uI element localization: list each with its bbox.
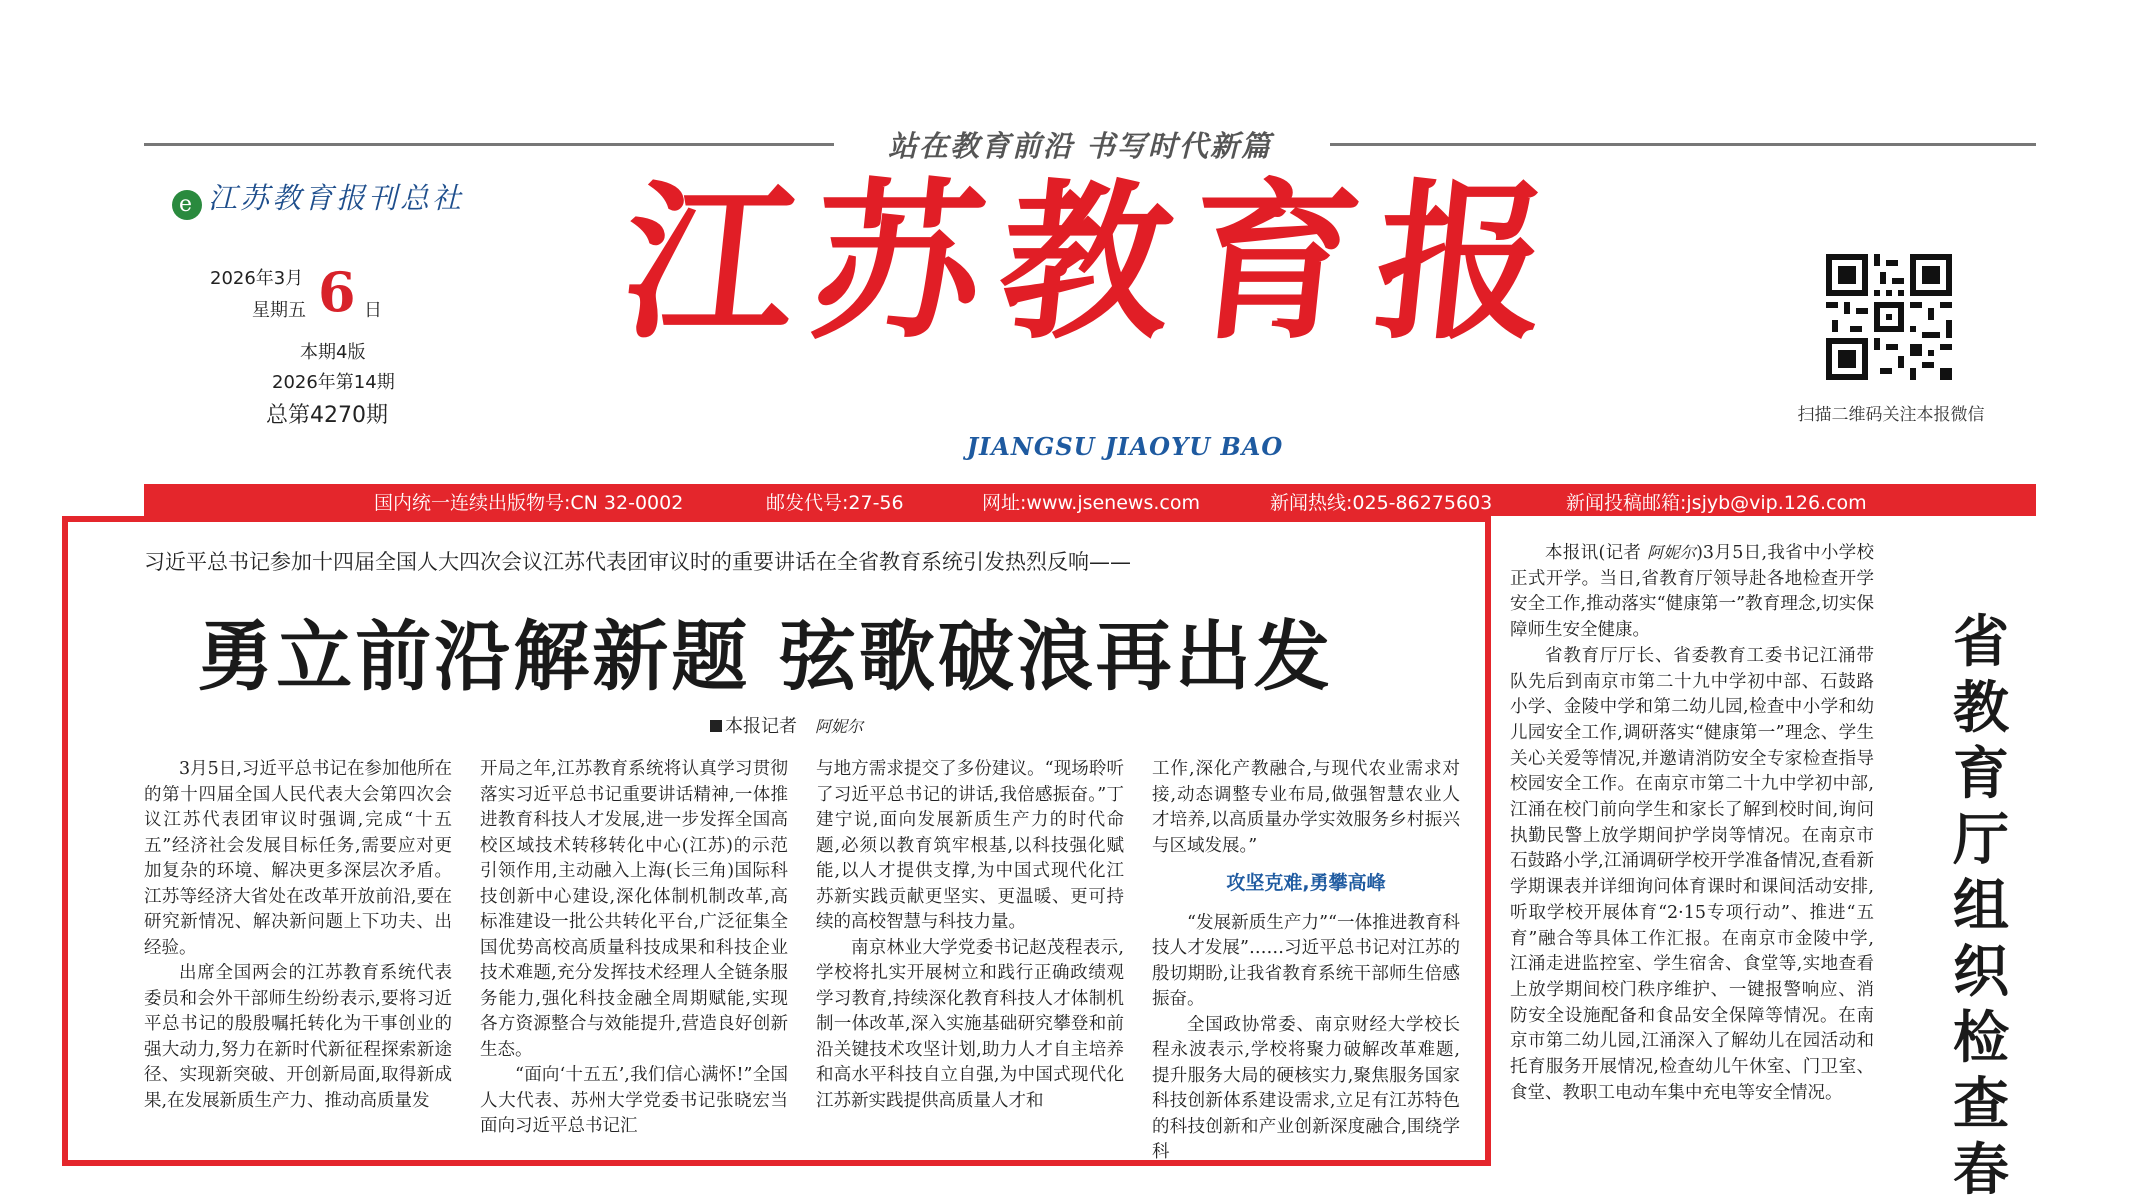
side-lead-rest: )3月5日,我省中小学校正式开学。当日,省教育厅领导赴各地检查开学安全工作,推动落实“健康第一”教育理念,切实保障师生安全健康。 xyxy=(1510,543,1874,641)
masthead-slogan: 站在教育前沿 书写时代新篇 xyxy=(887,129,1273,163)
side-para-1: 省教育厅厅长、省委教育工委书记江涌带队先后到南京市第二十九中学初中部、石鼓路小学、金陵中学和第二幼儿园,检查中小学和幼儿园安全工作,调研落实“健康第一”理念、学生关心关爱等情况,并邀请消防安全专家检查指导校园安全工作。在南京市第二十九中学初中部,江涌在校门前向学生和家长了解到校时间,询问执勤民警上放学期间护学岗等情况。在南京市石鼓路小学,江涌调研学校开学准备情况,查看新学期课表并详细询问体育课时和课间活动安排,听取学校开展体育“2·15专项行动”、推进“五育”融合等具体工作汇报。在南京市金陵中学,江涌走进监控室、学生宿舍、食堂等,实地查看上放学期间校门秩序维护、一键报警响应、消防安全设施配备和食品安全保障等情况。在南京市第二幼儿园,江涌深入了解幼儿在园活动和托育服务开展情况,检查幼儿午休室、门卫室、食堂、教职工电动车集中充电等安全情况。 xyxy=(1510,645,1874,1103)
lead-col4-para-2: “发展新质生产力”“一体推进教育科技人才发展”……习近平总书记对江苏的殷切期盼,让我省教育系统干部师生倍感振奋。 xyxy=(1152,912,1460,1009)
info-hotline: 新闻热线:025-86275603 xyxy=(1270,492,1493,514)
lead-column-3 xyxy=(816,757,1124,1114)
date-weekday: 星期五 xyxy=(252,300,306,321)
edition-count: 本期4版 xyxy=(300,342,366,363)
lead-col1-para-1: 3月5日,习近平总书记在参加他所在的第十四届全国人民代表大会第四次会议江苏代表团审议时强调,完成“十五五”经济社会发展目标任务,需要应对更加复杂的环境、解决更多深层次矛盾。江苏等经济大省处在改革开放前沿,要在研究新情况、解决新问题上下功夫、出经验。 xyxy=(144,759,452,958)
date-day: 6 xyxy=(318,260,356,324)
date-day-suffix: 日 xyxy=(364,300,382,321)
info-email[interactable]: 新闻投稿邮箱:jsjyb@vip.126.com xyxy=(1566,492,1867,514)
lead-column-2 xyxy=(480,757,788,1140)
lead-col3-para-2: 南京林业大学党委书记赵茂程表示,学校将扎实开展树立和践行正确政绩观学习教育,持续深化教育科技人才体制机制一体改革,深入实施基础研究攀登和前沿关键技术攻坚计划,助力人才自主培养和高水平科技自立自强,为中国式现代化江苏新实践提供高质量人才和 xyxy=(816,937,1124,1111)
lead-col1-para-2: 出席全国两会的江苏教育系统代表委员和会外干部师生纷纷表示,要将习近平总书记的殷殷嘱托转化为干事创业的强大动力,努力在新时代新征程探索新途径、实现新突破、开创新局面,取得新成果,在发展新质生产力、推动高质量发 xyxy=(144,963,452,1111)
lead-column-4 xyxy=(1152,757,1460,1166)
publisher-name xyxy=(172,176,464,220)
qr-caption: 扫描二维码关注本报微信 xyxy=(1797,405,1985,425)
publisher-logo-icon: e xyxy=(172,190,202,220)
side-lead-name: 阿妮尔 xyxy=(1647,543,1697,562)
lead-kicker: 习近平总书记参加十四届全国人大四次会议江苏代表团审议时的重要讲话在全省教育系统引发热烈反响—— xyxy=(144,550,1131,574)
lead-col4-para-1: 工作,深化产教融合,与现代农业需求对接,动态调整专业布局,做强智慧农业人才培养,以高质量办学实效服务乡村振兴与区域发展。” xyxy=(1152,759,1460,856)
side-lead-para xyxy=(1510,540,1874,644)
issue-number: 2026年第14期 xyxy=(272,372,395,393)
side-vertical-headline: 省教育厅组织检查春 xyxy=(1953,610,2009,1203)
lead-byline xyxy=(710,712,863,738)
newspaper-title-english: JIANGSU JIAOYU BAO xyxy=(966,432,1284,461)
publisher-name-text: 江苏教育报刊总社 xyxy=(208,181,465,215)
qr-code-icon xyxy=(1826,254,1952,380)
lead-col4-para-3: 全国政协常委、南京财经大学校长程永波表示,学校将聚力破解改革难题,提升服务大局的硬核实力,聚焦服务国家科技创新体系建设需求,立足有江苏特色的科技创新和产业创新深度融合,围绕学科 xyxy=(1152,1014,1460,1162)
lead-col2-para-1: 开局之年,江苏教育系统将认真学习贯彻落实习近平总书记重要讲话精神,一体推进教育科技人才发展,进一步发挥全国高校区域技术转移转化中心(江苏)的示范引领作用,主动融入上海(长三角)国际科技创新中心建设,深化体制机制改革,高标准建设一批公共转化平台,广泛征集全国优势高校高质量科技成果和科技企业技术难题,充分发挥技术经理人全链条服务能力,强化科技金融全周期赋能,实现各方资源整合与效能提升,营造良好创新生态。 xyxy=(480,759,788,1060)
lead-headline: 勇立前沿解新题 弦歌破浪再出发 xyxy=(197,612,1333,701)
side-lead-label: 本报讯(记者 xyxy=(1545,543,1642,563)
lead-col3-para-1: 与地方需求提交了多份建议。“现场聆听了习近平总书记的讲话,我倍感振奋。”丁建宁说,面向发展新质生产力的时代命题,必须以教育筑牢根基,以科技强化赋能,以人才提供支撑,为中国式现代化江苏新实践贡献更坚实、更温暖、更可持续的高校智慧与科技力量。 xyxy=(816,759,1124,932)
info-website[interactable]: 网址:www.jsenews.com xyxy=(982,492,1200,514)
slogan-rule-right xyxy=(1330,143,2036,146)
lead-subhead: 攻坚克难,勇攀高峰 xyxy=(1226,872,1386,894)
newspaper-title: 江苏教育报 xyxy=(614,163,1576,363)
lead-column-1 xyxy=(144,757,452,1114)
info-cn-number: 国内统一连续出版物号:CN 32-0002 xyxy=(374,492,684,514)
date-year-month: 2026年3月 xyxy=(210,268,304,289)
side-article xyxy=(1510,540,1874,1106)
lead-col2-para-2: “面向‘十五五’,我们信心满怀!”全国人大代表、苏州大学党委书记张晓宏当面向习近平总书记汇 xyxy=(480,1065,788,1136)
total-issue-number: 总第4270期 xyxy=(266,403,388,428)
slogan-rule-left xyxy=(144,143,834,146)
info-postal-code: 邮发代号:27-56 xyxy=(766,492,904,514)
byline-label: 本报记者 xyxy=(725,716,797,737)
byline-square-icon xyxy=(710,720,722,732)
byline-name: 阿妮尔 xyxy=(815,717,864,736)
publication-info-bar xyxy=(144,484,2036,516)
